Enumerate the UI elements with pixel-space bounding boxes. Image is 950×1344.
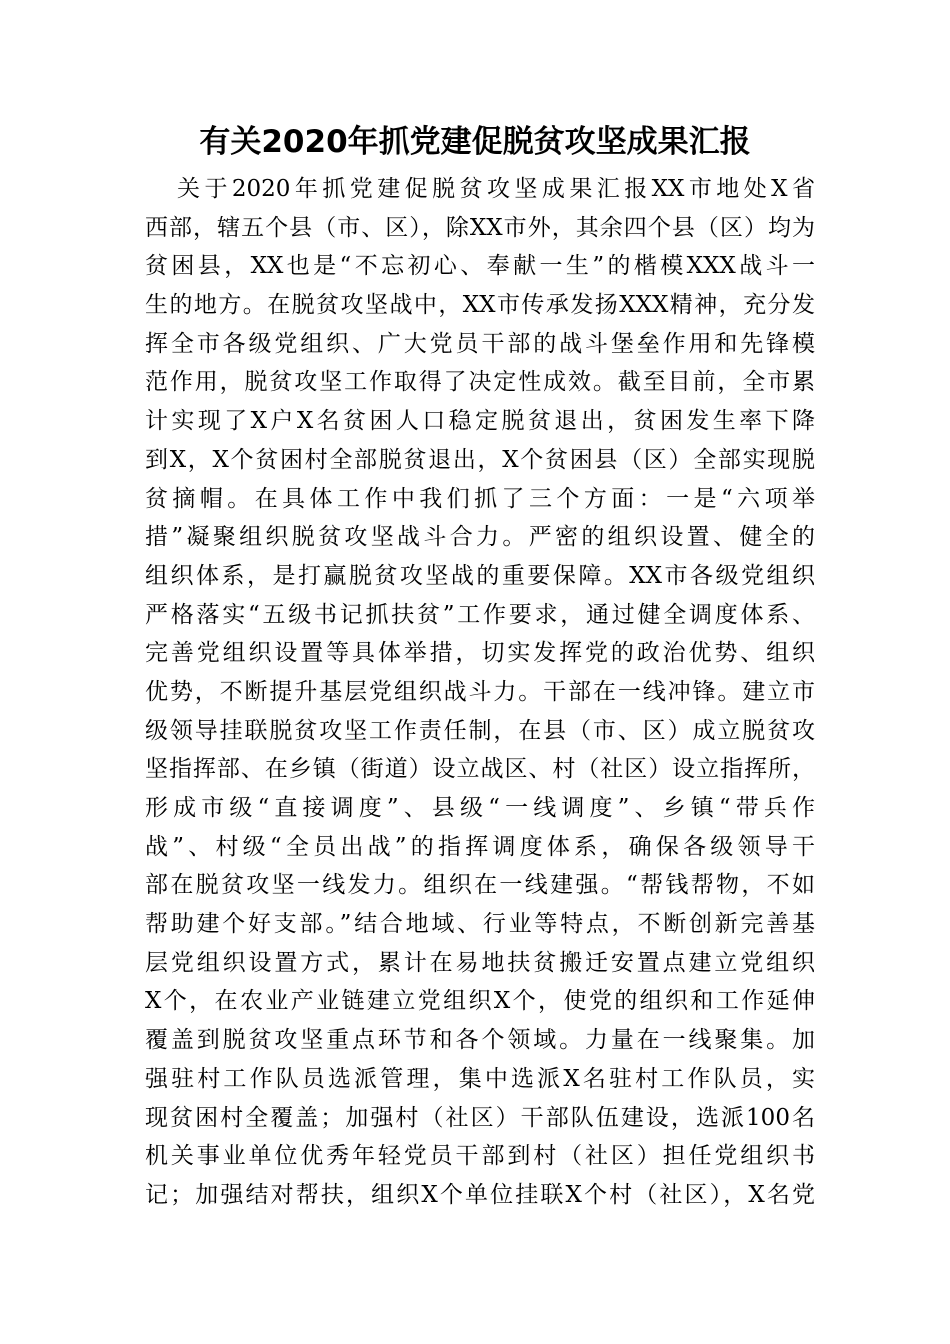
body-line: 覆盖到脱贫攻坚重点环节和各个领域。力量在一线聚集。加: [145, 1027, 815, 1054]
body-line: 贫摘帽。在具体工作中我们抓了三个方面：一是“六项举: [145, 485, 815, 512]
body-line: 范作用，脱贫攻坚工作取得了决定性成效。截至目前，全市累: [145, 369, 815, 396]
body-line: 层党组织设置方式，累计在易地扶贫搬迁安置点建立党组织: [145, 949, 815, 976]
document-title: 有关2020年抓党建促脱贫攻坚成果汇报: [199, 124, 751, 160]
body-line: 战”、村级“全员出战”的指挥调度体系，确保各级领导干: [145, 833, 815, 860]
body-line: 生的地方。在脱贫攻坚战中，XX市传承发扬XXX精神，充分发: [145, 292, 815, 319]
body-line: 机关事业单位优秀年轻党员干部到村（社区）担任党组织书: [145, 1143, 815, 1170]
body-line: 坚指挥部、在乡镇（街道）设立战区、村（社区）设立指挥所，: [145, 756, 815, 783]
body-line: 挥全市各级党组织、广大党员干部的战斗堡垒作用和先锋模: [145, 330, 815, 357]
body-line: 贫困县，XX也是“不忘初心、奉献一生”的楷模XXX战斗一: [145, 253, 815, 280]
body-line: 部在脱贫攻坚一线发力。组织在一线建强。“帮钱帮物，不如: [145, 872, 815, 899]
document-body: [145, 170, 815, 1215]
body-line: 组织体系，是打赢脱贫攻坚战的重要保障。XX市各级党组织: [145, 562, 815, 589]
body-line: 形成市级“直接调度”、县级“一线调度”、乡镇“带兵作: [145, 795, 815, 821]
body-line: X个，在农业产业链建立党组织X个，使党的组织和工作延伸: [145, 988, 815, 1015]
body-line: 帮助建个好支部。”结合地域、行业等特点，不断创新完善基: [145, 911, 815, 938]
body-line: 关于2020年抓党建促脱贫攻坚成果汇报XX市地处X省: [177, 176, 815, 202]
body-line: 完善党组织设置等具体举措，切实发挥党的政治优势、组织: [145, 640, 815, 667]
body-line: 强驻村工作队员选派管理，集中选派X名驻村工作队员，实: [145, 1065, 815, 1092]
body-line: 措”凝聚组织脱贫攻坚战斗合力。严密的组织设置、健全的: [145, 524, 815, 551]
body-line: 计实现了X户X名贫困人口稳定脱贫退出，贫困发生率下降: [145, 408, 815, 435]
body-line: 记；加强结对帮扶，组织X个单位挂联X个村（社区），X名党: [145, 1181, 815, 1208]
body-line: 级领导挂联脱贫攻坚工作责任制，在县（市、区）成立脱贫攻: [145, 717, 815, 744]
body-line: 西部，辖五个县（市、区），除XX市外，其余四个县（区）均为: [145, 214, 815, 241]
body-line: 严格落实“五级书记抓扶贫”工作要求，通过健全调度体系、: [145, 601, 815, 628]
body-line: 优势，不断提升基层党组织战斗力。干部在一线冲锋。建立市: [145, 678, 815, 705]
body-line: 现贫困村全覆盖；加强村（社区）干部队伍建设，选派100名: [145, 1104, 815, 1131]
body-line: 到X，X个贫困村全部脱贫退出，X个贫困县（区）全部实现脱: [145, 446, 815, 473]
